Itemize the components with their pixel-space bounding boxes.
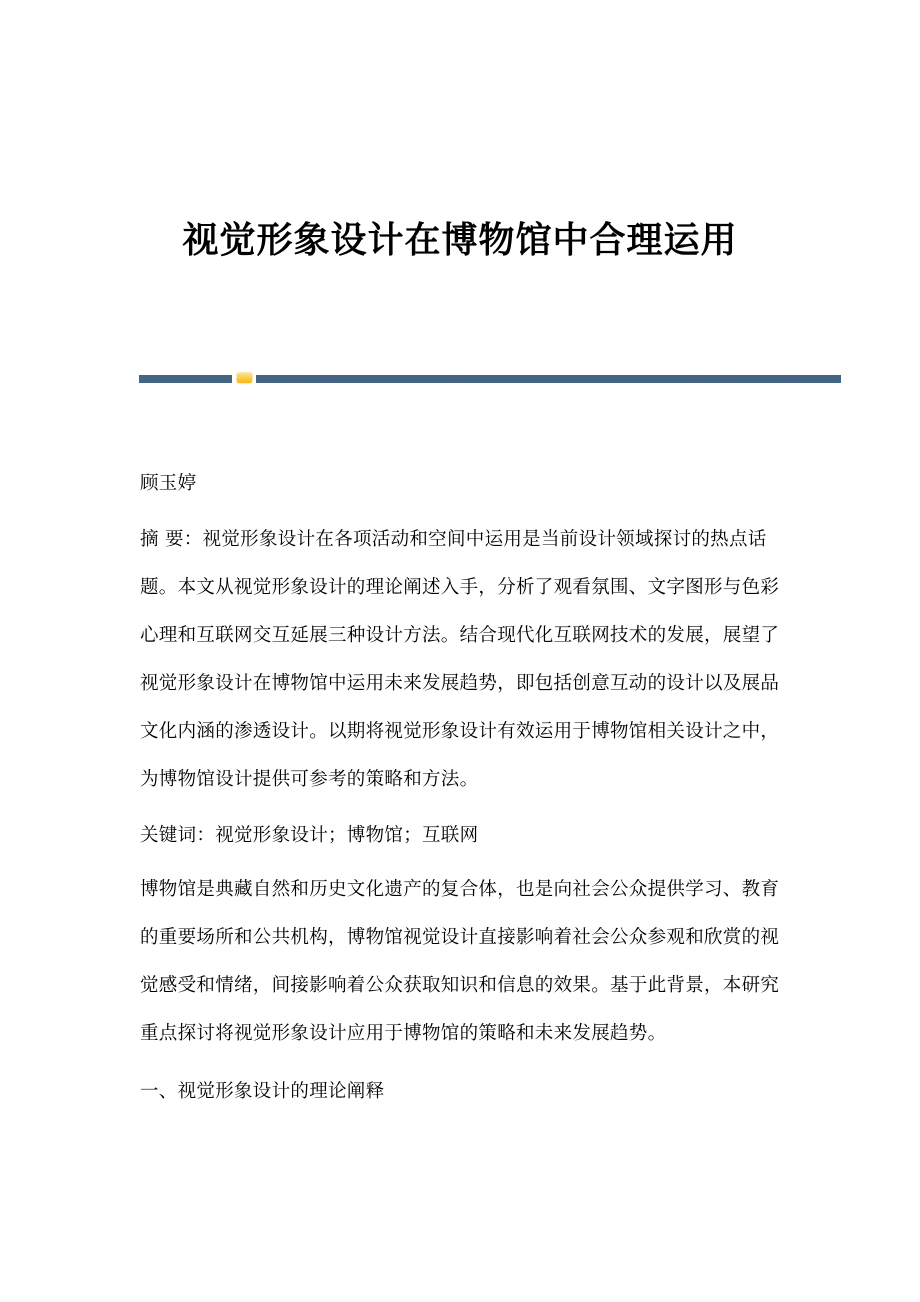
abstract-line: 心理和互联网交互延展三种设计方法。结合现代化互联网技术的发展，展望了: [140, 625, 780, 646]
body-line: 重点探讨将视觉形象设计应用于博物馆的策略和未来发展趋势。: [140, 1023, 667, 1044]
decorative-divider-right: [256, 375, 841, 383]
body-line: 觉感受和情绪，间接影响着公众获取知识和信息的效果。基于此背景，本研究: [140, 975, 780, 996]
body-line: 博物馆是典藏自然和历史文化遗产的复合体，也是向社会公众提供学习、教育: [140, 879, 780, 900]
body-line: 的重要场所和公共机构，博物馆视觉设计直接影响着社会公众参观和欣赏的视: [140, 927, 780, 948]
abstract-line: 摘 要：视觉形象设计在各项活动和空间中运用是当前设计领域探讨的热点话: [140, 529, 767, 550]
abstract-line: 视觉形象设计在博物馆中运用未来发展趋势，即包括创意互动的设计以及展品: [140, 673, 780, 694]
abstract-line: 文化内涵的渗透设计。以期将视觉形象设计有效运用于博物馆相关设计之中，: [140, 721, 780, 742]
abstract-line: 题。本文从视觉形象设计的理论阐述入手，分析了观看氛围、文字图形与色彩: [140, 577, 780, 598]
decorative-gem-icon: [237, 373, 252, 383]
decorative-divider-left: [139, 375, 232, 383]
document-title: 视觉形象设计在博物馆中合理运用: [182, 219, 738, 261]
section-heading: 一、视觉形象设计的理论阐释: [140, 1081, 385, 1102]
keywords: 关键词：视觉形象设计；博物馆；互联网: [140, 825, 479, 846]
abstract-line: 为博物馆设计提供可参考的策略和方法。: [140, 769, 479, 790]
author: 顾玉婷: [140, 473, 197, 494]
